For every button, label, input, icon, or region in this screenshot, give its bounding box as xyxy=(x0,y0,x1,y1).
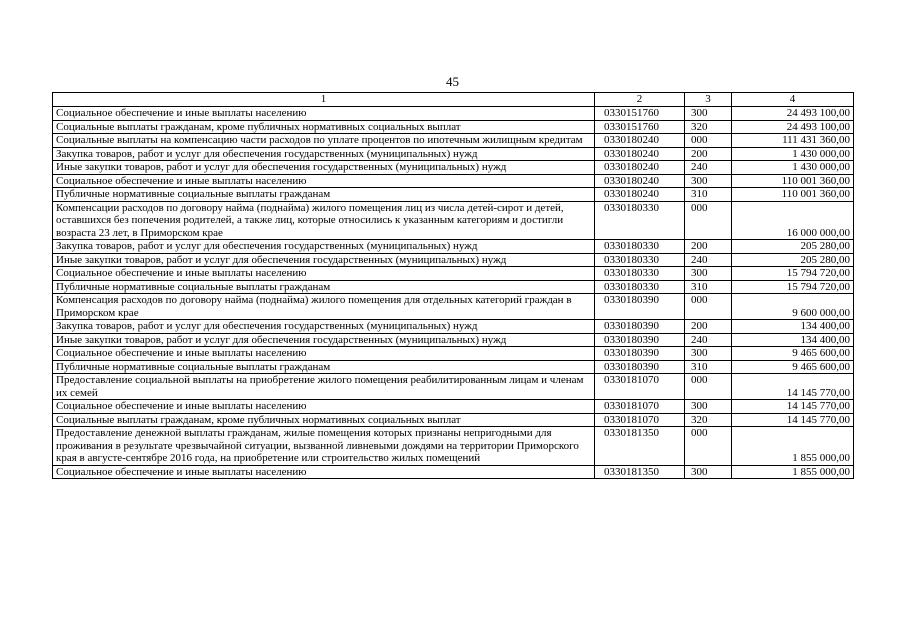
row-amount: 1 855 000,00 xyxy=(732,465,854,479)
row-amount: 134 400,00 xyxy=(732,320,854,334)
row-code: 0330180240 xyxy=(595,134,685,148)
row-name: Социальные выплаты на компенсацию части расходов по уплате процентов по ипотечным жилищным кредитам xyxy=(53,134,595,148)
row-name: Социальные выплаты гражданам, кроме публичных нормативных социальных выплат xyxy=(53,413,595,427)
row-expense-type: 200 xyxy=(685,240,732,254)
row-name: Закупка товаров, работ и услуг для обеспечения государственных (муниципальных) нужд xyxy=(53,147,595,161)
row-name: Иные закупки товаров, работ и услуг для обеспечения государственных (муниципальных) нужд xyxy=(53,333,595,347)
row-code: 0330181070 xyxy=(595,413,685,427)
row-amount: 1 855 000,00 xyxy=(732,427,854,466)
table-row xyxy=(53,267,854,281)
row-name: Компенсация расходов по договору найма (поднайма) жилого помещения для отдельных категорий граждан в Приморском крае xyxy=(53,294,595,320)
row-amount: 24 493 100,00 xyxy=(732,107,854,121)
row-name: Закупка товаров, работ и услуг для обеспечения государственных (муниципальных) нужд xyxy=(53,240,595,254)
table-row xyxy=(53,120,854,134)
header-col-2: 2 xyxy=(595,93,685,107)
row-name: Иные закупки товаров, работ и услуг для обеспечения государственных (муниципальных) нужд xyxy=(53,161,595,175)
row-name: Публичные нормативные социальные выплаты гражданам xyxy=(53,280,595,294)
table-row xyxy=(53,360,854,374)
row-expense-type: 300 xyxy=(685,347,732,361)
row-amount: 16 000 000,00 xyxy=(732,201,854,240)
table-row xyxy=(53,188,854,202)
row-amount: 205 280,00 xyxy=(732,240,854,254)
row-name: Предоставление социальной выплаты на приобретение жилого помещения реабилитированным лицам и членам их семей xyxy=(53,374,595,400)
row-name: Иные закупки товаров, работ и услуг для обеспечения государственных (муниципальных) нужд xyxy=(53,253,595,267)
row-code: 0330151760 xyxy=(595,107,685,121)
row-name: Предоставление денежной выплаты гражданам, жилые помещения которых признаны непригодными для проживания в результате чрезвычайной ситуации, вызванной ливневыми дождями на территории Приморского края в августе-сентябре 2016 года, на приобретение или строительство жилых помещений xyxy=(53,427,595,466)
table-row xyxy=(53,201,854,240)
row-code: 0330180330 xyxy=(595,280,685,294)
row-code: 0330180390 xyxy=(595,320,685,334)
row-expense-type: 000 xyxy=(685,201,732,240)
row-amount: 205 280,00 xyxy=(732,253,854,267)
row-code: 0330181070 xyxy=(595,400,685,414)
row-amount: 9 600 000,00 xyxy=(732,294,854,320)
page-number: 45 xyxy=(446,74,459,89)
table-row xyxy=(53,413,854,427)
row-expense-type: 240 xyxy=(685,333,732,347)
row-code: 0330180240 xyxy=(595,174,685,188)
row-expense-type: 000 xyxy=(685,294,732,320)
row-code: 0330180240 xyxy=(595,147,685,161)
row-name: Компенсации расходов по договору найма (поднайма) жилого помещения лиц из числа детей-сирот и детей, оставшихся без попечения родителей, а также лиц, которые относились к указанным категориям и достигли возраста 23 лет, в Приморском крае xyxy=(53,201,595,240)
table-row xyxy=(53,427,854,466)
table-row xyxy=(53,134,854,148)
row-code: 0330180390 xyxy=(595,333,685,347)
row-expense-type: 300 xyxy=(685,400,732,414)
row-expense-type: 300 xyxy=(685,174,732,188)
row-amount: 134 400,00 xyxy=(732,333,854,347)
row-expense-type: 200 xyxy=(685,320,732,334)
row-amount: 9 465 600,00 xyxy=(732,360,854,374)
row-name: Социальное обеспечение и иные выплаты населению xyxy=(53,107,595,121)
table-row xyxy=(53,465,854,479)
budget-table xyxy=(52,92,854,479)
row-name: Социальные выплаты гражданам, кроме публичных нормативных социальных выплат xyxy=(53,120,595,134)
row-code: 0330180390 xyxy=(595,347,685,361)
row-code: 0330180330 xyxy=(595,267,685,281)
header-col-3: 3 xyxy=(685,93,732,107)
row-expense-type: 320 xyxy=(685,120,732,134)
table-row xyxy=(53,400,854,414)
row-amount: 15 794 720,00 xyxy=(732,267,854,281)
row-code: 0330180390 xyxy=(595,294,685,320)
row-expense-type: 000 xyxy=(685,427,732,466)
row-expense-type: 000 xyxy=(685,374,732,400)
row-expense-type: 300 xyxy=(685,107,732,121)
row-amount: 1 430 000,00 xyxy=(732,161,854,175)
row-amount: 24 493 100,00 xyxy=(732,120,854,134)
row-expense-type: 000 xyxy=(685,134,732,148)
table-row xyxy=(53,107,854,121)
row-amount: 110 001 360,00 xyxy=(732,188,854,202)
row-expense-type: 240 xyxy=(685,161,732,175)
row-amount: 14 145 770,00 xyxy=(732,400,854,414)
row-name: Социальное обеспечение и иные выплаты населению xyxy=(53,400,595,414)
row-name: Социальное обеспечение и иные выплаты населению xyxy=(53,465,595,479)
row-code: 0330181350 xyxy=(595,465,685,479)
row-amount: 1 430 000,00 xyxy=(732,147,854,161)
row-expense-type: 320 xyxy=(685,413,732,427)
row-name: Социальное обеспечение и иные выплаты населению xyxy=(53,267,595,281)
row-expense-type: 310 xyxy=(685,360,732,374)
row-expense-type: 310 xyxy=(685,280,732,294)
row-code: 0330180330 xyxy=(595,201,685,240)
table-header xyxy=(53,93,854,107)
row-code: 0330181350 xyxy=(595,427,685,466)
row-name: Социальное обеспечение и иные выплаты населению xyxy=(53,174,595,188)
row-code: 0330180240 xyxy=(595,188,685,202)
table-row xyxy=(53,280,854,294)
row-amount: 14 145 770,00 xyxy=(732,413,854,427)
header-col-4: 4 xyxy=(732,93,854,107)
row-amount: 14 145 770,00 xyxy=(732,374,854,400)
row-code: 0330180330 xyxy=(595,253,685,267)
table-row xyxy=(53,347,854,361)
row-code: 0330180240 xyxy=(595,161,685,175)
row-amount: 15 794 720,00 xyxy=(732,280,854,294)
table-row xyxy=(53,174,854,188)
row-expense-type: 240 xyxy=(685,253,732,267)
row-code: 0330151760 xyxy=(595,120,685,134)
table-body xyxy=(53,107,854,479)
row-expense-type: 200 xyxy=(685,147,732,161)
row-expense-type: 310 xyxy=(685,188,732,202)
table-row xyxy=(53,333,854,347)
table-row xyxy=(53,374,854,400)
row-amount: 9 465 600,00 xyxy=(732,347,854,361)
row-expense-type: 300 xyxy=(685,465,732,479)
row-name: Социальное обеспечение и иные выплаты населению xyxy=(53,347,595,361)
row-code: 0330180330 xyxy=(595,240,685,254)
table-row xyxy=(53,147,854,161)
table-row xyxy=(53,294,854,320)
row-name: Закупка товаров, работ и услуг для обеспечения государственных (муниципальных) нужд xyxy=(53,320,595,334)
header-col-1: 1 xyxy=(53,93,595,107)
row-code: 0330180390 xyxy=(595,360,685,374)
row-name: Публичные нормативные социальные выплаты гражданам xyxy=(53,188,595,202)
row-amount: 111 431 360,00 xyxy=(732,134,854,148)
table-row xyxy=(53,253,854,267)
row-amount: 110 001 360,00 xyxy=(732,174,854,188)
table-row xyxy=(53,161,854,175)
table-row xyxy=(53,320,854,334)
header-row xyxy=(53,93,854,107)
row-expense-type: 300 xyxy=(685,267,732,281)
table-row xyxy=(53,240,854,254)
row-code: 0330181070 xyxy=(595,374,685,400)
row-name: Публичные нормативные социальные выплаты гражданам xyxy=(53,360,595,374)
